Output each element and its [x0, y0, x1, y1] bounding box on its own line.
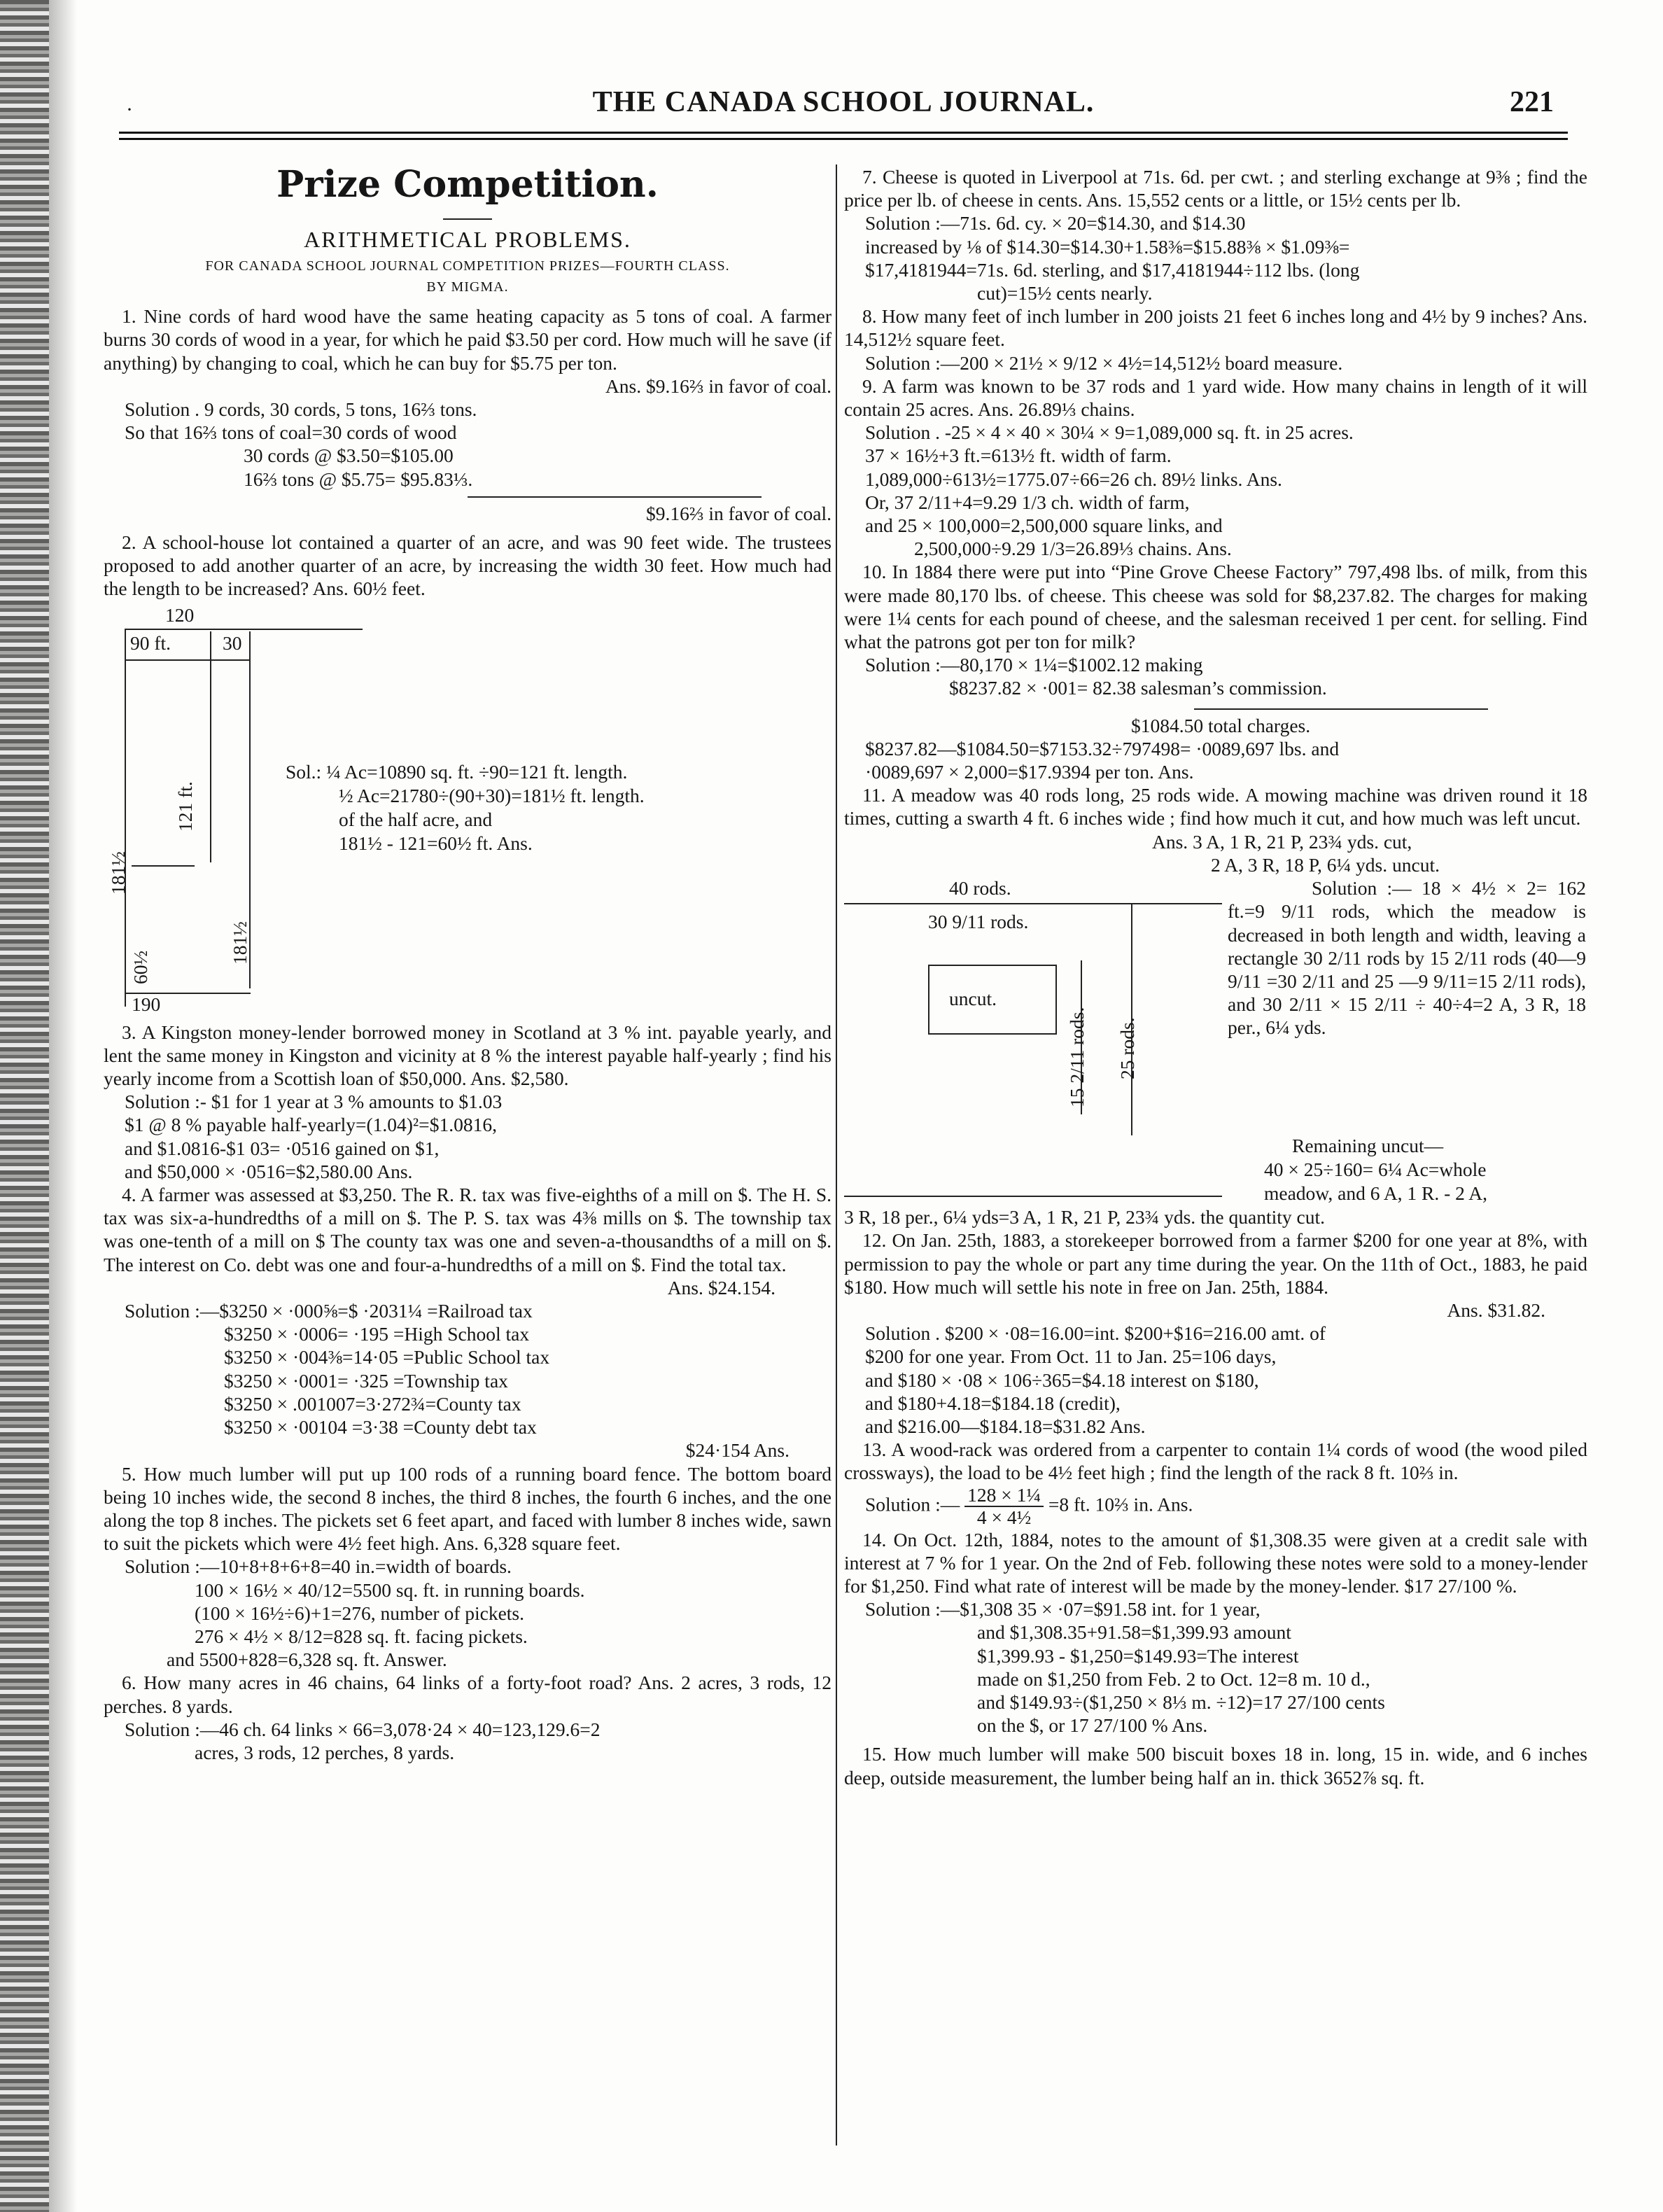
problem-13: 13. A wood-rack was ordered from a carpenter to contain 1¼ cords of wood (the wood piled crossways), the load to be 4½ feet high ; find the length of the rack 8 ft. 10⅔ in. — [844, 1438, 1587, 1484]
subtitle: FOR CANADA SCHOOL JOURNAL COMPETITION PRIZES—FOURTH CLASS. — [205, 258, 730, 274]
left-column — [104, 147, 832, 1764]
diagram-label: 181½ — [107, 850, 129, 895]
problem-10-solution: $8237.82 × ·001= 82.38 salesman’s commission. — [949, 677, 1327, 699]
problem-6-solution: Solution :—46 ch. 64 links × 66=3,078·24 × 40=123,129.6=2 — [125, 1718, 601, 1740]
problem-14-solution: $1,399.93 - $1,250=$149.93=The interest — [977, 1644, 1299, 1667]
diagram-line — [125, 629, 126, 1007]
problem-9: 9. A farm was known to be 37 rods and 1 yard wide. How many chains in length of it will contain 25 acres. Ans. 26.89⅓ chains. — [844, 374, 1587, 421]
problem-1-total: $9.16⅔ in favor of coal. — [646, 502, 832, 524]
problem-11: 11. A meadow was 40 rods long, 25 rods wide. A mowing machine was driven round it 18 times, cutting a swarth 4 ft. 6 inches wide ; find how much it cut, and how much was left uncut. — [844, 784, 1587, 830]
fraction-numerator: 128 × 1¼ — [964, 1485, 1044, 1507]
problem-1: 1. Nine cords of hard wood have the same heating capacity as 5 tons of coal. A farmer burns 30 cords of wood in a year, for which he paid $3.50 per cord. How much will he save (if anything) by changing to coal, which he can buy for $5.75 per ton. — [104, 305, 832, 374]
header-dot: · — [126, 98, 133, 121]
problem-12-solution: Solution . $200 × ·08=16.00=int. $200+$16=216.00 amt. of — [865, 1322, 1326, 1345]
problem-1-solution: So that 16⅔ tons of coal=30 cords of wood — [125, 421, 457, 444]
problem-5: 5. How much lumber will put up 100 rods of a running board fence. The bottom board being 10 inches wide, the second 8 inches, the third 8 inches, the fourth 6 inches, and the one along the top 8 inches. The pickets set 6 feet apart, and faced with lumber 8 inches wide, sawn to suit the pickets which were 4½ feet high. Ans. 6,328 square feet. — [104, 1462, 832, 1555]
problem-9-solution: and 25 × 100,000=2,500,000 square links, and — [865, 514, 1223, 537]
fraction-result: =8 ft. 10⅔ in. Ans. — [1048, 1492, 1193, 1515]
journal-title: THE CANADA SCHOOL JOURNAL. — [592, 86, 1095, 118]
problem-7-solution: $17,4181944=71s. 6d. sterling, and $17,4181944÷112 lbs. (long — [865, 258, 1360, 281]
problem-7-solution: cut)=15½ cents nearly. — [977, 282, 1153, 304]
problem-5-solution: (100 × 16½÷6)+1=276, number of pickets. — [195, 1602, 524, 1624]
problem-1-solution: 16⅔ tons @ $5.75= $95.83⅓. — [244, 468, 473, 490]
problem-14: 14. On Oct. 12th, 1884, notes to the amount of $1,308.35 were given at a credit sale with interest at 7 % for 1 year. On the 2nd of Feb. following these notes were sold to a money-lender for $1,250. Find what rate of interest will be made by the money-lender. $17 27/100 %. — [844, 1528, 1587, 1597]
problem-4-answer: Ans. $24.154. — [667, 1276, 776, 1298]
diagram-line — [125, 629, 363, 630]
problem-4: 4. A farmer was assessed at $3,250. The R. R. tax was five-eighths of a mill on $. The H. S. tax was six-a-hundredths of a mill on $. The P. S. tax was 4⅜ mills on $. The township tax was one-tenth of a mill on $ The county tax was one and seven-a-thousandths of a mill on $. The interest on Co. debt was one and four-a-hundredths of a mill on $. Find the total tax. — [104, 1184, 832, 1275]
problem-9-solution: 2,500,000÷9.29 1/3=26.89⅓ chains. Ans. — [914, 538, 1232, 560]
problem-7-solution: Solution :—71s. 6d. cy. × 20=$14.30, and $14.30 — [865, 212, 1246, 234]
tax-row: $3250 × .001007=3·272¾=County tax — [224, 1392, 521, 1415]
problem-1-solution: 30 cords @ $3.50=$105.00 — [244, 444, 454, 467]
diagram-label: 30 9/11 rods. — [928, 911, 1029, 933]
problem-12-answer: Ans. $31.82. — [1447, 1298, 1545, 1321]
problem-2: 2. A school-house lot contained a quarter of an acre, and was 90 feet wide. The trustees proposed to add another quarter of an acre, by increasing the width 30 feet. How much had the length to be increased? Ans. 60½ feet. — [104, 531, 832, 600]
diagram-line — [844, 903, 1222, 904]
problem-12: 12. On Jan. 25th, 1883, a storekeeper borrowed from a farmer $200 for one year at 8%, with permission to pay the whole or part any time during the year. On the 11th of Oct., 1883, he paid $180. How much will settle his note in free on Jan. 25th, 1884. — [844, 1229, 1587, 1298]
problem-14-solution: Solution :—$1,308 35 × ·07=$91.58 int. for 1 year, — [865, 1598, 1261, 1620]
problem-6-solution: acres, 3 rods, 12 perches, 8 yards. — [195, 1741, 455, 1763]
diagram-label: 181½ — [229, 920, 251, 965]
problem-7-solution: increased by ⅛ of $14.30=$14.30+1.58⅜=$15.88⅜ × $1.09⅜= — [865, 235, 1350, 258]
problem-13-solution — [844, 1485, 1587, 1528]
diagram-label: 25 rods. — [1116, 1017, 1138, 1080]
meadow-diagram — [844, 876, 1587, 1205]
problem-9-solution: 37 × 16½+3 ft.=613½ ft. width of farm. — [865, 444, 1172, 467]
problem-11-answer: Ans. 3 A, 1 R, 21 P, 23¾ yds. cut, — [1152, 830, 1412, 853]
diagram-solution: 181½ - 121=60½ ft. Ans. — [339, 832, 533, 854]
problem-7: 7. Cheese is quoted in Liverpool at 71s. 6d. per cwt. ; and sterling exchange at 9⅜ ; find the price per lb. of cheese in cents. Ans. 15,552 cents or a little, or 15½ cents per lb. — [844, 166, 1587, 211]
diagram-line — [132, 865, 195, 867]
sum-rule — [1194, 708, 1488, 710]
diagram-line — [844, 1196, 1222, 1197]
problem-1-solution: Solution . 9 cords, 30 cords, 5 tons, 16⅔ tons. — [125, 398, 477, 421]
meadow-solution: Remaining uncut— — [1292, 1135, 1444, 1157]
diagram-solution: Sol.: ¼ Ac=10890 sq. ft. ÷90=121 ft. length. — [286, 760, 628, 783]
byline: BY MIGMA. — [426, 279, 509, 295]
problem-1-answer: Ans. $9.16⅔ in favor of coal. — [605, 374, 832, 397]
section-title: ARITHMETICAL PROBLEMS. — [304, 227, 631, 252]
problem-9-solution: 1,089,000÷613½=1775.07÷66=26 ch. 89½ links. Ans. — [865, 468, 1282, 490]
diagram-solution: ½ Ac=21780÷(90+30)=181½ ft. length. — [339, 784, 645, 806]
problem-8: 8. How many feet of inch lumber in 200 joists 21 feet 6 inches long and 4½ by 9 inches? Ans. 14,512½ square feet. — [844, 305, 1587, 351]
diagram-label: 121 ft. — [174, 780, 196, 832]
scanned-page-edge — [0, 0, 49, 2212]
tax-row: Solution :—$3250 × ·000⅝=$ ·2031¼ =Railroad tax — [125, 1300, 533, 1322]
meadow-solution: meadow, and 6 A, 1 R. - 2 A, — [1264, 1182, 1488, 1205]
diagram-label: 90 ft. — [130, 631, 171, 654]
diagram-line — [210, 631, 211, 862]
problem-5-solution: 100 × 16½ × 40/12=5500 sq. ft. in running boards. — [195, 1578, 585, 1601]
problem-12-solution: and $180 × ·08 × 106÷365=$4.18 interest on $180, — [865, 1368, 1259, 1391]
problem-9-solution: Or, 37 2/11+4=9.29 1/3 ch. width of farm, — [865, 491, 1190, 513]
tax-row: $3250 × ·0006= ·195 =High School tax — [224, 1323, 530, 1345]
problem-12-solution: and $180+4.18=$184.18 (credit), — [865, 1392, 1121, 1414]
problem-14-solution: on the $, or 17 27/100 % Ans. — [977, 1714, 1208, 1737]
diagram-label: 60½ — [129, 950, 151, 984]
problem-3-solution: Solution :- $1 for 1 year at 3 % amounts to $1.03 — [125, 1091, 503, 1113]
problem-14-solution: and $149.93÷($1,250 × 8⅓ m. ÷12)=17 27/100 cents — [977, 1690, 1385, 1713]
solution-label: Solution :— — [865, 1492, 960, 1515]
problem-14-solution: made on $1,250 from Feb. 2 to Oct. 12=8 m. 10 d., — [977, 1667, 1370, 1690]
problem-3-solution: $1 @ 8 % payable half-yearly=(1.04)²=$1.0816, — [125, 1114, 497, 1136]
problem-4-total: $24·154 Ans. — [685, 1439, 790, 1462]
page-edge-shadow — [49, 0, 77, 2212]
meadow-solution: 40 × 25÷160= 6¼ Ac=whole — [1264, 1158, 1487, 1181]
problem-11-solution: 3 R, 18 per., 6¼ yds=3 A, 1 R, 21 P, 23¾ yds. the quantity cut. — [844, 1206, 1325, 1228]
problem-3-solution: and $1.0816-$1 03= ·0516 gained on $1, — [125, 1137, 440, 1159]
problem-9-solution: Solution . -25 × 4 × 40 × 30¼ × 9=1,089,000 sq. ft. in 25 acres. — [865, 421, 1354, 444]
fraction — [964, 1485, 1044, 1528]
column-rule — [836, 164, 837, 2146]
problem-10-solution: ·0089,697 × 2,000=$17.9394 per ton. Ans. — [865, 761, 1194, 783]
problem-14-solution: and $1,308.35+91.58=$1,399.93 amount — [977, 1621, 1291, 1644]
problem-10: 10. In 1884 there were put into “Pine Grove Cheese Factory” 797,498 lbs. of milk, from this were made 80,170 lbs. of cheese. This cheese was sold for $8,237.82. The charges for making were 1¼ cents for each pound of cheese, and the salesman received 1 per cent. for selling. Find what the patrons got per ton for milk? — [844, 561, 1587, 653]
diagram-label: 40 rods. — [949, 877, 1011, 899]
lot-diagram — [104, 601, 832, 1021]
problem-8-solution: Solution :—200 × 21½ × 9/12 × 4½=14,512½ board measure. — [865, 351, 1343, 374]
problem-10-solution: Solution :—80,170 × 1¼=$1002.12 making — [865, 654, 1203, 676]
section-heading: Prize Competition. — [276, 163, 659, 206]
page-number: 221 — [1510, 86, 1554, 118]
problem-12-solution: $200 for one year. From Oct. 11 to Jan. 25=106 days, — [865, 1345, 1277, 1368]
diagram-label: 15 2/11 rods. — [1066, 1007, 1088, 1108]
diagram-solution: of the half acre, and — [339, 808, 493, 830]
tax-row: $3250 × ·004⅜=14·05 =Public School tax — [224, 1346, 550, 1368]
fraction-denominator: 4 × 4½ — [976, 1506, 1032, 1528]
problem-10-solution: $8237.82—$1084.50=$7153.32÷797498= ·0089,697 lbs. and — [865, 737, 1340, 760]
diagram-label: 120 — [165, 603, 195, 626]
problem-3: 3. A Kingston money-lender borrowed money in Scotland at 3 % int. payable yearly, and lent the same money in Kingston and vicinity at 8 % the interest payable half-yearly ; find his yearly income from a Scottish loan of $50,000. Ans. $2,580. — [104, 1021, 832, 1090]
problem-5-solution: and 5500+828=6,328 sq. ft. Answer. — [167, 1648, 447, 1671]
problem-10-solution: $1084.50 total charges. — [1131, 714, 1311, 736]
problem-6: 6. How many acres in 46 chains, 64 links of a forty-foot road? Ans. 2 acres, 3 rods, 12 perches. 8 yards. — [104, 1672, 832, 1717]
problem-11-answer: 2 A, 3 R, 18 P, 6¼ yds. uncut. — [1211, 853, 1440, 876]
problem-5-solution: Solution :—10+8+8+6+8=40 in.=width of boards. — [125, 1555, 512, 1578]
problem-15: 15. How much lumber will make 500 biscuit boxes 18 in. long, 15 in. wide, and 6 inches deep, outside measurement, the lumber being half an in. thick 3652⅞ sq. ft. — [844, 1743, 1587, 1788]
header-rule — [119, 132, 1568, 140]
diagram-label: uncut. — [949, 988, 997, 1010]
heading-rule — [443, 218, 492, 220]
meadow-solution: Solution :— 18 × 4½ × 2= 162 ft.=9 9/11 rods, which the meadow is decreased in both length and width, leaving a rectangle 30 2/11 rods by 15 2/11 rods (40—9 9/11 =30 2/11 and 25 —9 9/11=15 2/11 rods), and 30 2/11 × 15 2/11 ÷ 40÷4=2 A, 3 R, 18 per., 6¼ yds. — [1228, 877, 1586, 1039]
right-column — [844, 147, 1587, 1789]
diagram-label: 30 — [223, 631, 242, 654]
running-header — [119, 83, 1568, 125]
diagram-line — [125, 659, 251, 661]
tax-row: $3250 × ·0001= ·325 =Township tax — [224, 1369, 508, 1392]
problem-3-solution: and $50,000 × ·0516=$2,580.00 Ans. — [125, 1160, 413, 1182]
problem-12-solution: and $216.00—$184.18=$31.82 Ans. — [865, 1415, 1146, 1437]
sum-rule — [468, 496, 762, 498]
diagram-label: 190 — [132, 993, 161, 1015]
problem-5-solution: 276 × 4½ × 8/12=828 sq. ft. facing pickets. — [195, 1625, 528, 1647]
tax-row: $3250 × ·00104 =3·38 =County debt tax — [224, 1416, 537, 1438]
